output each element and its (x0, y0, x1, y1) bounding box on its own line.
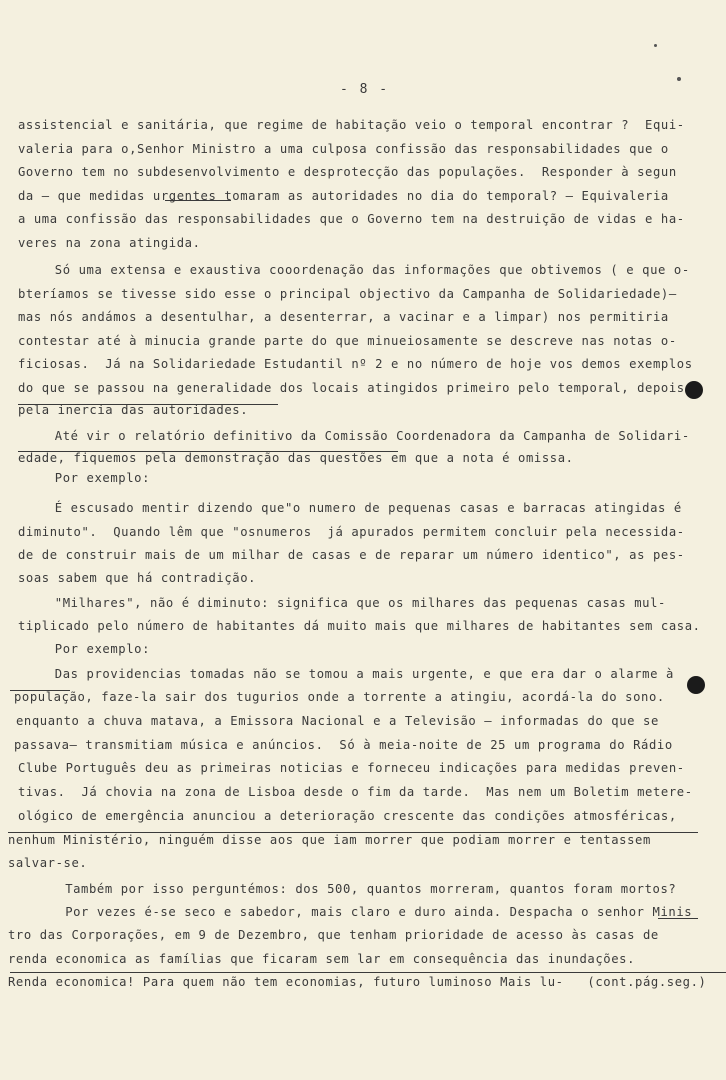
text-line: Até vir o relatório definitivo da Comissão Coordenadora da Campanha de Solidari- (54, 429, 690, 443)
text-line: Clube Português deu as primeiras noticias e forneceu indicações para medidas preven- (18, 761, 685, 775)
text-line: diminuto". Quando lêm que "osnumeros já apurados permitem concluir pela necessida- (18, 525, 685, 539)
strike-mark (18, 404, 278, 405)
text-line: pela inercia das autoridades. (18, 403, 249, 417)
text-line: salvar-se. (8, 856, 88, 870)
text-line: da — que medidas urgentes tomaram as autoridades no dia do temporal? — Equivaleria (18, 189, 669, 203)
punch-hole (685, 381, 703, 399)
text-line: É escusado mentir dizendo que"o numero de pequenas casas e barracas atingidas é (54, 501, 682, 515)
strike-mark (8, 832, 698, 833)
strike-mark (18, 451, 398, 452)
text-line: passava— transmitiam música e anúncios. Só à meia-noite de 25 um programa do Rádio (14, 738, 673, 752)
text-line: "Milhares", não é diminuto: significa que os milhares das pequenas casas mul- (54, 596, 666, 610)
speck (677, 77, 681, 81)
text-line: nenhum Ministério, ninguém disse aos que iam morrer que podiam morrer e tentassem (8, 833, 651, 847)
underline-mark (10, 690, 70, 691)
text-line: enquanto a chuva matava, a Emissora Nacional e a Televisão — informadas do que se (16, 714, 659, 728)
text-line: Renda economica! Para quem não tem economias, futuro luminoso Mais lu- (cont.pág.seg.) (8, 975, 707, 989)
text-line: Das providencias tomadas não se tomou a mais urgente, e que era dar o alarme à (54, 667, 674, 681)
page-number: - 8 - (340, 82, 390, 97)
punch-hole (687, 676, 705, 694)
text-line: do que se passou na generalidade dos locais atingidos primeiro pelo temporal, depois (18, 381, 685, 395)
text-line: Só uma extensa e exaustiva cooordenação das informações que obtivemos ( e que o- (54, 263, 690, 277)
text-line: Também por isso perguntémos: dos 500, quantos morreram, quantos foram mortos? (65, 882, 677, 896)
text-line: edade, fiquemos pela demonstração das questões em que a nota é omissa. (18, 451, 574, 465)
text-line: valeria para o,Senhor Ministro a uma culposa confissão das responsabilidades que o (18, 142, 669, 156)
text-line: Por vezes é-se seco e sabedor, mais claro e duro ainda. Despacha o senhor Minis (65, 905, 693, 919)
text-line: tiplicado pelo número de habitantes dá muito mais que milhares de habitantes sem casa. (18, 619, 701, 633)
text-line: assistencial e sanitária, que regime de habitação veio o temporal encontrar ? Equi- (18, 118, 685, 132)
text-line: soas sabem que há contradição. (18, 571, 257, 585)
text-line: veres na zona atingida. (18, 236, 201, 250)
text-line: bteríamos se tivesse sido esse o principal objectivo da Campanha de Solidariedade)— (18, 287, 677, 301)
speck (654, 44, 657, 47)
text-line: tro das Corporações, em 9 de Dezembro, que tenham prioridade de acesso às casas de (8, 928, 659, 942)
text-line: ficiosas. Já na Solidariedade Estudantil nº 2 e no número de hoje vos demos exemplos (18, 357, 693, 371)
text-line: de de construir mais de um milhar de casas e de reparar um número identico", as pes- (18, 548, 685, 562)
text-line: tivas. Já chovia na zona de Lisboa desde o fim da tarde. Mas nem um Boletim metere- (18, 785, 693, 799)
text-line: Por exemplo: (54, 642, 151, 656)
strike-mark (10, 972, 726, 973)
text-line: ológico de emergência anunciou a deterioração crescente das condições atmosféricas, (18, 809, 677, 823)
text-line: Por exemplo: (54, 471, 151, 485)
text-line: população, faze-la sair dos tugurios onde a torrente a atingiu, acordá-la do sono. (14, 690, 665, 704)
text-line: renda economica as famílias que ficaram sem lar em consequência das inundações. (8, 952, 636, 966)
underline-urgentes (165, 200, 231, 201)
text-line: mas nós andámos a desentulhar, a desenterrar, a vacinar e a limpar) nos permitiria (18, 310, 669, 324)
text-line: Governo tem no subdesenvolvimento e desprotecção das populações. Responder à segun (18, 165, 677, 179)
text-line: a uma confissão das responsabilidades que o Governo tem na destruição de vidas e ha- (18, 212, 685, 226)
underline-minis (658, 918, 698, 919)
text-line: contestar até à minucia grande parte do que minueiosamente se descreve nas notas o- (18, 334, 677, 348)
